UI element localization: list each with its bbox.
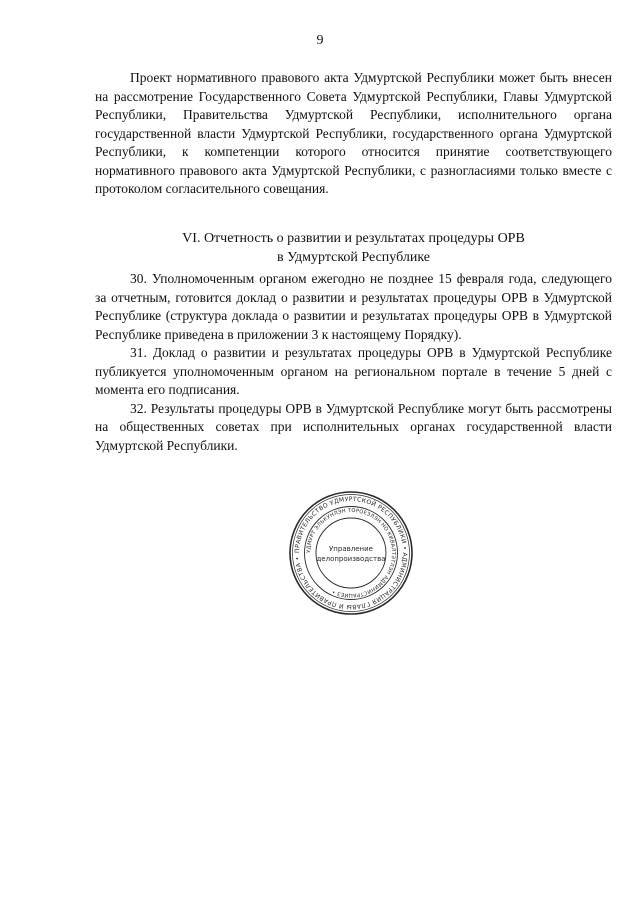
numbered-items: [95, 270, 612, 455]
item-30: 30. Уполномоченным органом ежегодно не позднее 15 февраля года, следующего за отчетным, готовится доклад о развитии и результатах процедуры ОРВ в Удмуртской Республике (структура доклада о развитии и результатах процедуры ОРВ в Удмуртской Республике приведена в приложении 3 к настоящему Порядку).: [95, 271, 612, 342]
seal-inner-text: УДМУРТ ЭЛЬКУНЛЭН ТОРОЕЗЛЭН НО КИВАЛТЭТЛЭН АДМИНИСТРАЦИЕЗ •: [305, 507, 397, 599]
intro-paragraph: Проект нормативного правового акта Удмуртской Республики может быть внесен на рассмотрение Государственного Совета Удмуртской Республики, Главы Удмуртской Республики, Правительства Удмуртской Республики, исполнительного органа государственной власти Удмуртской Республики, государственного органа Удмуртской Республики, к компетенции которого относится принятие соответствующего нормативного правового акта Удмуртской Республики, с разногласиями только вместе с протоколом согласительного совещания.: [95, 70, 612, 196]
intro-paragraph-block: [95, 69, 612, 199]
seal-center-line-1: Управление: [329, 545, 373, 553]
official-seal: [288, 490, 414, 616]
seal-center-line-2: делопроизводства: [316, 555, 386, 563]
page-number: 9: [316, 33, 324, 48]
item-32: 32. Результаты процедуры ОРВ в Удмуртской Республике могут быть рассмотрены на общественных советах при исполнительных органах государственной власти Удмуртской Республики.: [95, 400, 612, 453]
section-title-line-2: в Удмуртской Республике: [276, 249, 431, 265]
seal-outer-text: ПРАВИТЕЛЬСТВО УДМУРТСКОЙ РЕСПУБЛИКИ • АДМИНИСТРАЦИЯ ГЛАВЫ И ПРАВИТЕЛЬСТВА •: [293, 495, 409, 611]
seal-graphic: [288, 490, 414, 616]
section-title-line-1: VI. Отчетность о развитии и результатах процедуры ОРВ: [182, 231, 525, 246]
section-heading: [95, 230, 612, 267]
item-31: 31. Доклад о развитии и результатах процедуры ОРВ в Удмуртской Республике публикуется уполномоченным органом на региональном портале в течение 5 дней с момента его подписания.: [95, 345, 612, 397]
